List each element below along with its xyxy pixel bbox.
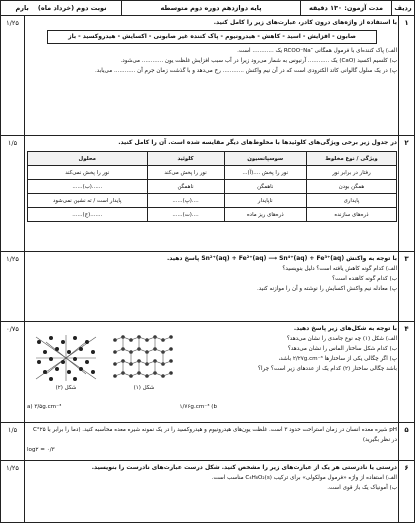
- question-part-c: پ) در یک سلول گالوانی کاتد الکترودی است که در آن نیم واکنش ............ رخ می‌دهد و با گذشت زمان جرم آن ............ می‌یابد.: [95, 68, 397, 74]
- option-a: a) ۳/۵g.cm⁻³: [27, 404, 62, 410]
- table-row: [28, 180, 397, 194]
- question-number: ۶: [398, 461, 414, 522]
- table-cell: نور را پخش نمی‌کند: [28, 166, 148, 180]
- question-5: [1, 423, 414, 461]
- table-row: [28, 166, 397, 180]
- question-part-b: ب) کلسیم اکسید (CaO) یک ............ آرنیوس به شمار می‌رود زیرا در آب سبب افزایش غلظت یون ............ می‌شود.: [120, 58, 397, 64]
- mixture-table: [27, 151, 397, 222]
- table-cell: ذره‌های سازنده: [306, 208, 396, 222]
- table-cell: رفتار در برابر نور: [306, 166, 396, 180]
- question-title: با توجه به واکنش Sn²⁺(aq) + Fe²⁺(aq) ⟶ Sn⁴⁺(aq) + Fe³⁺(aq) پاسخ دهید.: [167, 255, 397, 262]
- exam-header: [1, 1, 414, 16]
- table-cell: همگن بودن: [306, 180, 396, 194]
- table-cell: ....(پ)......: [147, 194, 224, 208]
- table-cell: ....(ت)......: [147, 208, 224, 222]
- table-cell: ناپایدار: [224, 194, 306, 208]
- question-part-a: الف) پاک کننده‌ای با فرمول همگانی ″RCOO⁻Na یک ............ است.: [237, 48, 397, 54]
- question-1: [1, 16, 414, 136]
- table-row: [28, 208, 397, 222]
- question-part-c: پ) اگر چگالی یکی از ساختارها ۲/۲۷g.cm⁻³ باشد،: [278, 356, 397, 362]
- question-part-a: الف) استفاده از واژه «فرمول مولکولی» برای ترکیب C₄H₈O₂(s) مناسب است.: [211, 475, 397, 481]
- table-header-row: [28, 152, 397, 166]
- question-part-a: الف) شکل (۱) چه نوع جامدی را نشان می‌دهد؟: [286, 336, 397, 342]
- question-number: ۴: [398, 322, 414, 422]
- question-score: ۱/۲۵: [1, 252, 25, 321]
- question-title: در جدول زیر برخی ویژگی‌های کلوئیدها با مخلوط‌های دیگر مقایسه شده است. آن را کامل کنید.: [118, 139, 397, 146]
- question-score: ۱/۲۵: [1, 16, 25, 135]
- question-2: [1, 136, 414, 252]
- table-cell: ناهمگن: [147, 180, 224, 194]
- question-part-b: ب) کدام شکل ساختار الماس را نشان می‌دهد؟: [287, 346, 397, 352]
- table-header-cell: سوسپانسیون: [224, 152, 306, 166]
- question-score: ۰/۷۵: [1, 322, 25, 422]
- question-number: ۱: [398, 16, 414, 135]
- log-hint: log۲ = ۰/۳: [27, 447, 55, 453]
- table-header-cell: محلول: [28, 152, 148, 166]
- question-title: با استفاده از واژه‌های درون کادر، عبارت‌های زیر را کامل کنید.: [213, 19, 397, 26]
- question-title: درستی یا نادرستی هر یک از عبارت‌های زیر را مشخص کنید. شکل درست عبارت‌های نادرست را بنویسید.: [91, 464, 397, 471]
- question-part-a: الف) کدام گونه کاهش یافته است؟ دلیل بنویسید؟: [282, 266, 397, 272]
- question-number: ۲: [398, 136, 414, 251]
- table-cell: .......(ج)......: [28, 208, 148, 222]
- question-part-b: ب) آمونیاک یک باز قوی است.: [327, 485, 397, 491]
- table-row: [28, 194, 397, 208]
- question-part-d: باشد چگالی ساختار (۲) کدام یک از عددهای زیر است؟ چرا؟: [258, 366, 397, 372]
- question-score: ۱/۵: [1, 423, 25, 460]
- question-text: pH شیره معده انسان در زمان استراحت حدود ۳ است. غلظت یون‌های هیدرونیوم و هیدروکسید را در یک نمونه شیره معده محاسبه کنید. (دما را برابر با ۲۵°C در نظر بگیرید): [32, 427, 397, 443]
- header-grade: پایه دوازدهم دوره دوم متوسطه: [121, 1, 300, 15]
- question-number: ۳: [398, 252, 414, 321]
- question-score: ۱/۲۵: [1, 461, 25, 522]
- question-6: [1, 461, 414, 522]
- question-4: [1, 322, 414, 423]
- graphite-structure-image: [109, 332, 179, 384]
- diamond-structure-image: [31, 332, 101, 384]
- figure-2-caption: شکل (۲): [55, 385, 77, 391]
- table-cell: ......(ب)......: [28, 180, 148, 194]
- question-part-c: پ) معادله نیم واکنش اکسایش را نوشته و آن را موازنه کنید.: [256, 286, 397, 292]
- question-3: [1, 252, 414, 322]
- table-header-cell: ویژگی / نوع مخلوط: [306, 152, 396, 166]
- option-b: ۱/۷۶g.cm⁻³ (b: [179, 404, 217, 410]
- figure-1: [109, 332, 179, 391]
- table-cell: پایداری: [306, 194, 396, 208]
- question-title: با توجه به شکل‌های زیر پاسخ دهید.: [293, 325, 397, 332]
- table-cell: ذره‌های ریز ماده: [224, 208, 306, 222]
- word-box: صابون - افزایش - اسید - کاهش - هیدرونیوم - پاک کننده غیر صابونی - اکسایش - هیدروکسید - باز: [47, 30, 377, 44]
- table-cell: نور را پخش ....(آ)...: [224, 166, 306, 180]
- question-number: ۵: [398, 423, 414, 460]
- table-cell: پایدار است / ته نشین نمی‌شود: [28, 194, 148, 208]
- question-part-b: ب) کدام گونه کاهنده است؟: [332, 276, 397, 282]
- table-cell: ناهمگن: [224, 180, 306, 194]
- header-row-label: ردیف: [391, 1, 414, 15]
- figure-2: [31, 332, 101, 391]
- density-options: [27, 404, 217, 410]
- header-score-label: بارم: [15, 4, 29, 12]
- header-time: مدت آزمون: ۱۳۰ دقیقه: [300, 1, 391, 15]
- table-header-cell: کلوئید: [147, 152, 224, 166]
- header-term: نوبت دوم (خرداد ماه) بارم: [15, 4, 107, 12]
- figure-1-caption: شکل (۱): [133, 385, 155, 391]
- question-score: ۱/۵: [1, 136, 25, 251]
- table-cell: نور را پخش می‌کند: [147, 166, 224, 180]
